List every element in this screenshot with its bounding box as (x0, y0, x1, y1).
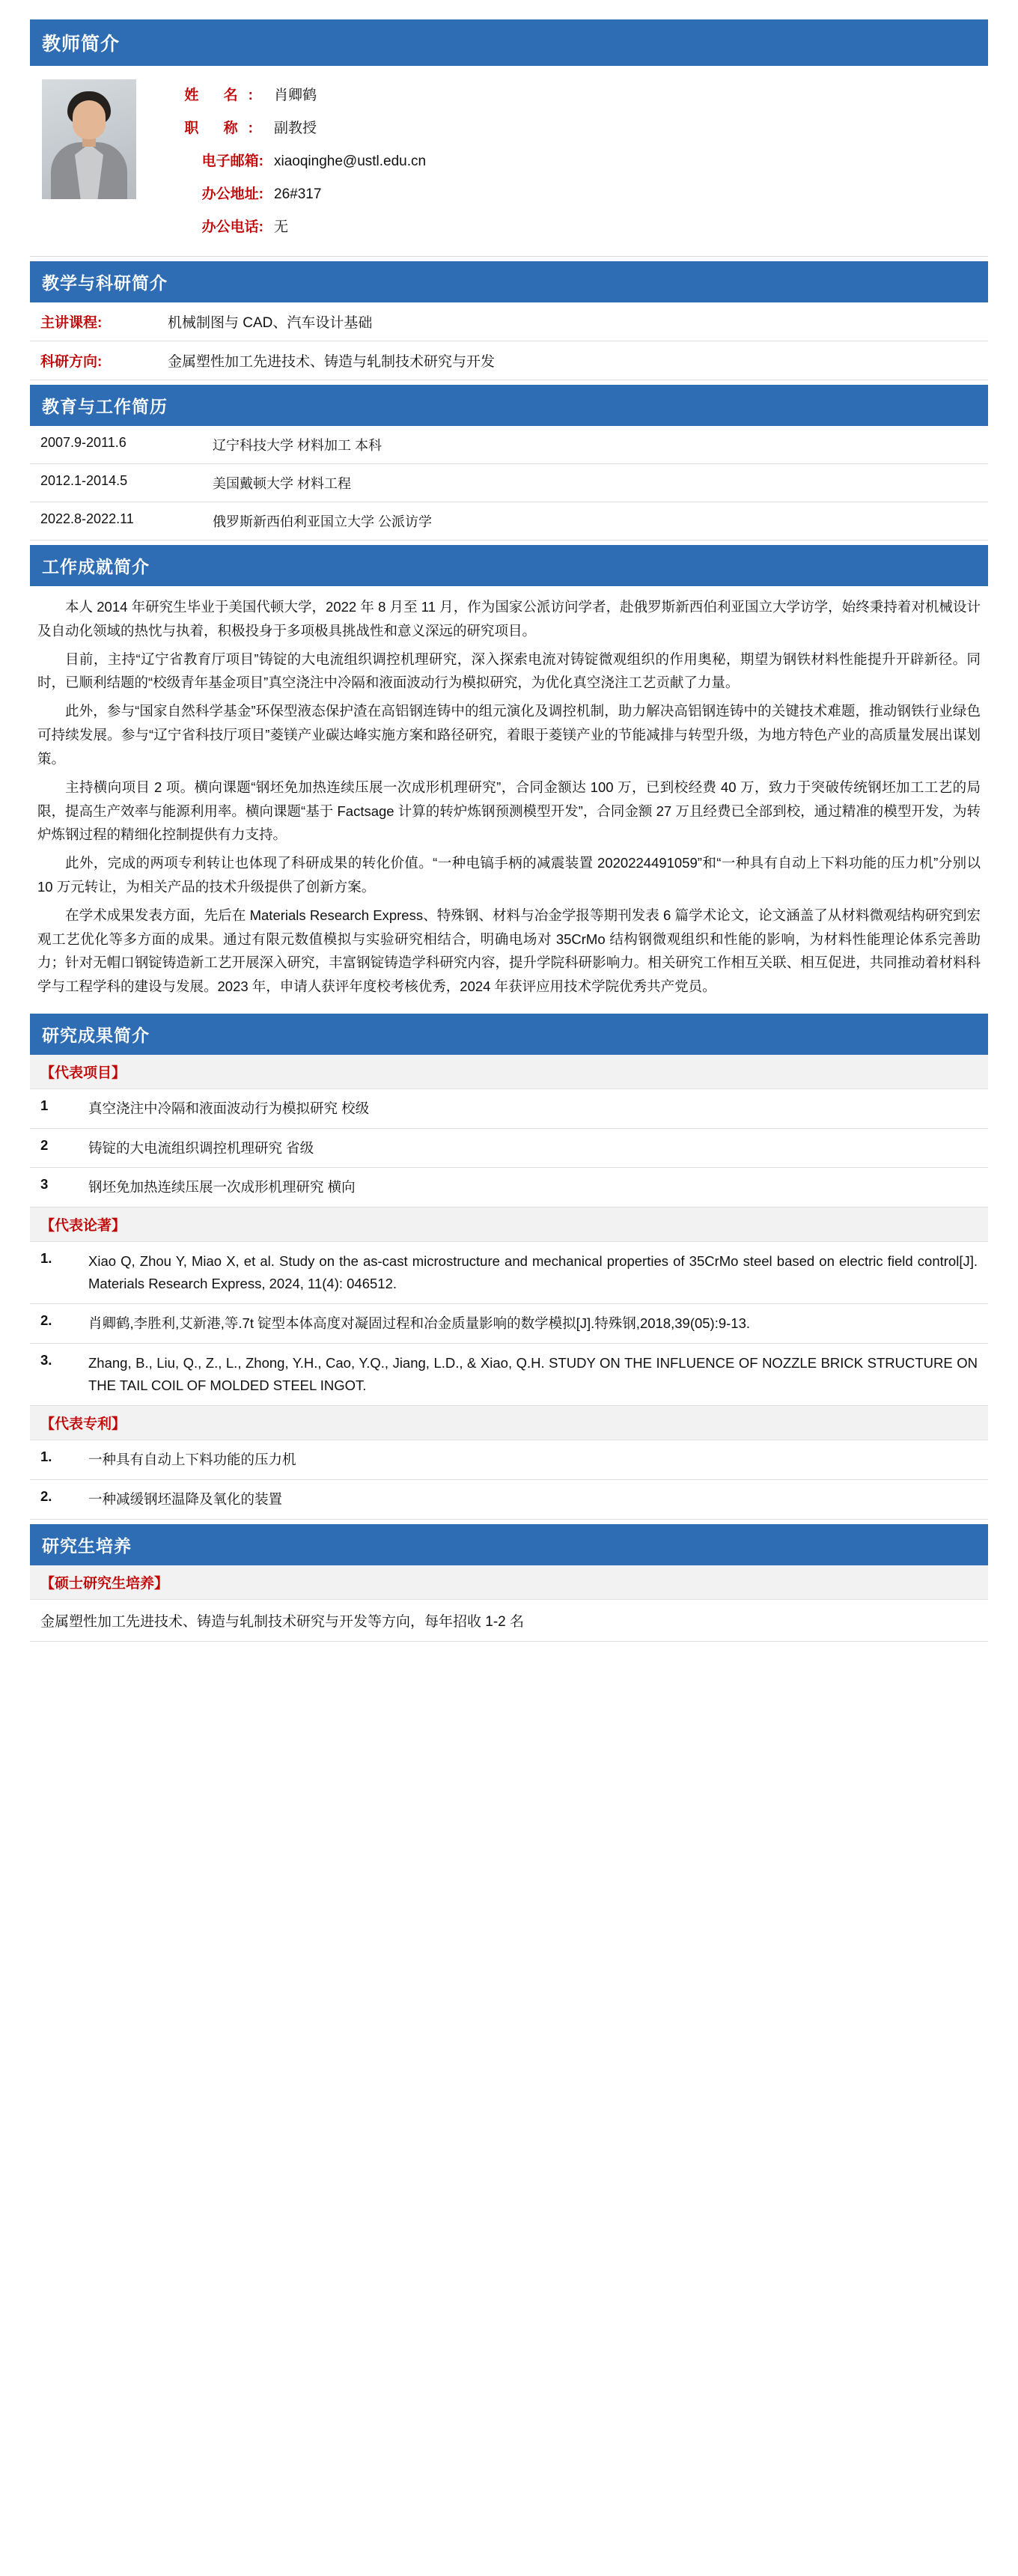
profile-field-label: 职 称: (184, 121, 263, 136)
education-row (30, 502, 988, 541)
profile-field-email (166, 150, 988, 170)
education-date: 2012.1-2014.5 (40, 473, 128, 488)
subsection-header-patents: 【代表专利】 (30, 1406, 988, 1440)
profile-field-name (166, 84, 988, 104)
achievements-paragraph: 本人 2014 年研究生毕业于美国代顿大学，2022 年 8 月至 11 月，作为国家公派访问学者，赴俄罗斯新西伯利亚国立大学访学，始终秉持着对机械设计及自动化领域的热忱与执着，积极投身于多项极具挑战性和意义深远的研究项目。 (37, 599, 981, 639)
project-text: 真空浇注中冷隔和液面波动行为模拟研究 校级 (88, 1100, 370, 1116)
achievements-paragraph: 目前，主持“辽宁省教育厅项目”铸锭的大电流组织调控机理研究，深入探索电流对铸锭微观组织的作用奥秘，期望为钢铁材料性能提升开辟新径。同时，已顺利结题的“校级青年基金项目”真空浇注中冷隔和液面波动行为模拟研究，为优化真空浇注工艺贡献了力量。 (37, 651, 981, 691)
education-row (30, 426, 988, 464)
education-description: 俄罗斯新西伯利亚国立大学 公派访学 (213, 514, 432, 529)
profile-field-value[interactable]: xiaoqinghe@ustl.edu.cn (274, 153, 427, 169)
paper-index: 1. (40, 1249, 52, 1266)
row-label: 主讲课程: (40, 315, 103, 331)
section-header-education: 教育与工作简历 (30, 385, 988, 426)
section-header-research: 研究成果简介 (30, 1014, 988, 1055)
profile-block (30, 66, 988, 257)
achievements-paragraph: 在学术成果发表方面，先后在 Materials Research Express、特殊钢、材料与冶金学报等期刊发表 6 篇学术论文，论文涵盖了从材料微观结构研究到宏观工艺优化等多方面的成果。通过有限元数值模拟与实验研究相结合，明确电场对 35CrMo 结构钢微观组织和性能的影响，为材料性能理论体系完善助力；针对无帽口钢锭铸造新工艺开展深入研究，丰富钢锭铸造学科研究内容，提升学院科研影响力。相关研究工作相互关联、相互促进，共同推动着材料科学与工程学科的建设与发展。2023 年，申请人获评年度校考核优秀，2024 年获评应用技术学院优秀共产党员。 (37, 907, 981, 995)
project-index: 3 (40, 1176, 49, 1193)
project-list-item (30, 1168, 988, 1208)
profile-info-table (166, 84, 988, 249)
patent-index: 2. (40, 1488, 52, 1504)
project-index: 2 (40, 1136, 49, 1153)
profile-field-value: 26#317 (274, 186, 322, 202)
paper-list-item (30, 1242, 988, 1304)
profile-field-value: 肖卿鹤 (274, 88, 317, 103)
patent-list-item (30, 1480, 988, 1520)
photo-face (73, 100, 106, 139)
project-text: 铸锭的大电流组织调控机理研究 省级 (88, 1139, 314, 1156)
profile-field-office (166, 183, 988, 203)
patent-text: 一种具有自动上下料功能的压力机 (88, 1451, 296, 1467)
patent-list-item (30, 1440, 988, 1480)
project-list-item (30, 1089, 988, 1129)
education-description: 辽宁科技大学 材料加工 本科 (213, 438, 382, 453)
section-header-teaching: 教学与科研简介 (30, 261, 988, 302)
paper-citation: 肖卿鹤,李胜利,艾新港,等.7t 锭型本体高度对凝固过程和冶金质量影响的数学模拟[J].特殊钢,2018,39(05):9-13. (88, 1315, 751, 1331)
education-description: 美国戴顿大学 材料工程 (213, 476, 351, 491)
paper-list-item (30, 1344, 988, 1406)
profile-field-value: 副教授 (274, 121, 317, 136)
paper-index: 3. (40, 1351, 52, 1368)
paper-citation: Xiao Q, Zhou Y, Miao X, et al. Study on the as-cast microstructure and mechanical properties of 35CrMo steel based on electric field control[J]. Materials Research Express, 2024, 11(4): 046512. (88, 1252, 978, 1291)
project-text: 钢坯免加热连续压展一次成形机理研究 横向 (88, 1179, 356, 1196)
section-header-graduate: 研究生培养 (30, 1524, 988, 1565)
patent-index: 1. (40, 1448, 52, 1464)
graduate-text: 金属塑性加工先进技术、铸造与轧制技术研究与开发等方向，每年招收 1-2 名 (30, 1600, 988, 1642)
achievements-body (30, 586, 988, 1009)
profile-field-label: 办公电话: (201, 219, 263, 235)
achievements-paragraph: 此外，参与“国家自然科学基金”环保型液态保护渣在高铝钢连铸中的组元演化及调控机制，助力解决高铝钢连铸中的关键技术难题，推动钢铁行业绿色可持续发展。参与“辽宁省科技厅项目”菱镁产业碳达峰实施方案和路径研究，着眼于菱镁产业的节能减排与转型升级，为地方特色产业的高质量发展出谋划策。 (37, 703, 981, 767)
profile-field-phone (166, 216, 988, 236)
row-label: 科研方向: (40, 354, 103, 370)
education-row (30, 464, 988, 502)
subsection-header-papers: 【代表论著】 (30, 1208, 988, 1242)
section-header-achievements: 工作成就简介 (30, 545, 988, 586)
achievements-paragraph: 主持横向项目 2 项。横向课题“钢坯免加热连续压展一次成形机理研究”，合同金额达 100 万，已到校经费 40 万，致力于突破传统钢坯加工工艺的局限，提高生产效率与能源利用率。横向课题“基于 Factsage 计算的转炉炼钢预测模型开发”，合同金额 27 万且经费已全部到校，通过精准的模型开发，为转炉炼钢过程的精细化控制提供有力支持。 (37, 779, 981, 843)
teaching-row-research (30, 341, 988, 380)
patent-text: 一种减缓钢坯温降及氧化的装置 (88, 1491, 283, 1507)
profile-field-label: 电子邮箱: (201, 153, 263, 169)
teaching-row-courses (30, 302, 988, 341)
profile-field-label: 办公地址: (201, 186, 263, 202)
profile-field-title (166, 117, 988, 137)
paper-list-item (30, 1304, 988, 1344)
achievements-paragraph: 此外，完成的两项专利转让也体现了科研成果的转化价值。“一种电镐手柄的减震装置 2020224491059”和“一种具有自动上下料功能的压力机”分别以 10 万元转让，为相关产品的技术升级提供了创新方案。 (37, 855, 981, 895)
row-value: 机械制图与 CAD、汽车设计基础 (168, 315, 373, 331)
profile-field-label: 姓 名: (184, 88, 263, 103)
subsection-header-master: 【硕士研究生培养】 (30, 1565, 988, 1600)
avatar (42, 79, 136, 199)
subsection-header-projects: 【代表项目】 (30, 1055, 988, 1089)
project-index: 1 (40, 1097, 49, 1113)
paper-index: 2. (40, 1312, 52, 1328)
education-date: 2022.8-2022.11 (40, 511, 134, 526)
profile-field-value: 无 (274, 219, 289, 235)
row-value: 金属塑性加工先进技术、铸造与轧制技术研究与开发 (168, 354, 496, 370)
section-header-profile: 教师简介 (30, 19, 988, 66)
project-list-item (30, 1129, 988, 1169)
education-date: 2007.9-2011.6 (40, 435, 127, 450)
paper-citation: Zhang, B., Liu, Q., Z., L., Zhong, Y.H., Cao, Y.Q., Jiang, L.D., & Xiao, Q.H. STUDY ON THE INFLUENCE OF NOZZLE BRICK STRUCTURE ON THE TAIL COIL OF MOLDED STEEL INGOT. (88, 1354, 978, 1393)
